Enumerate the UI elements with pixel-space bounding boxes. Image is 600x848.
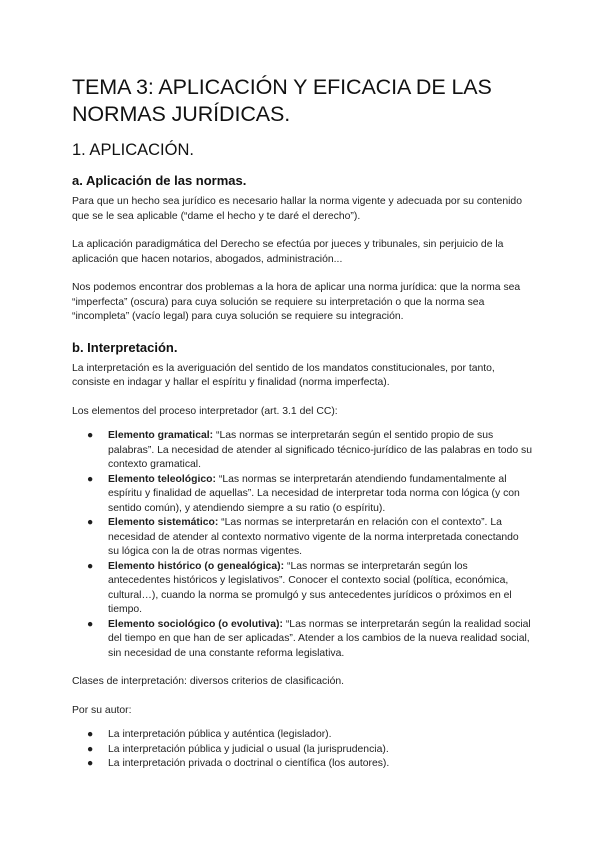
interpretation-elements-list [72,429,532,661]
paragraph: Nos podemos encontrar dos problemas a la hora de aplicar una norma jurídica: que la norma sea “imperfecta” (oscura) para cuya solución se requiere su interpretación o que la norma sea “incompleta” (vacío legal) para cuya solución se requiere su integración. [72,282,521,322]
bullet-icon: ● [87,729,94,740]
bullet-icon: ● [87,430,94,441]
bullet-icon: ● [87,618,94,630]
list-item-text: La interpretación pública y auténtica (legislador). [108,729,332,740]
list-item [72,618,532,662]
element-term: Elemento sociológico (o evolutiva): [108,618,283,630]
paragraph: Para que un hecho sea jurídico es necesario hallar la norma vigente y adecuada por su contenido que se le sea aplicable (“dame el hecho y te daré el derecho”). [72,196,522,222]
element-term: Elemento teleológico: [108,473,216,485]
element-text: “Las normas se interpretarán atendiendo fundamentalmente al espíritu y finalidad de aquellas”. La necesidad de interpretar toda norma con lógica (y con sentido común), y atendiendo siempre a su ratio (o espíritu). [108,473,520,514]
list-item [72,757,532,772]
subsection-heading-aplicacion-normas: a. Aplicación de las normas. [72,173,247,188]
paragraph: Los elementos del proceso interpretador (art. 3.1 del CC): [72,405,338,417]
list-item [72,473,532,517]
subsection-heading-interpretacion: b. Interpretación. [72,339,178,355]
list-item [72,743,532,758]
element-text: “Las normas se interpretarán según el sentido propio de sus palabras”. La necesidad de atender al significado técnico-jurídico de las palabras en todo su contexto gramatical. [108,430,532,470]
element-text: “Las normas se interpretarán según la realidad social del tiempo en que han de ser aplicadas”. Atender a los cambios de la nueva realidad social, sin necesidad de una constante reforma legislativa. [108,618,531,659]
bullet-icon: ● [87,758,94,769]
element-text: “Las normas se interpretarán en relación con el contexto”. La necesidad de atender al contexto normativo vigente de la norma interpretada conectando su lógica con la de otras normas vigentes. [108,517,519,557]
list-item-text: La interpretación pública y judicial o usual (la jurisprudencia). [108,743,389,755]
element-term: Elemento sistemático: [108,517,219,528]
bullet-icon: ● [87,517,94,528]
element-term: Elemento histórico (o genealógica): [108,560,285,572]
paragraph: La interpretación es la averiguación del sentido de los mandatos constitucionales, por tanto, consiste en indagar y hallar el espíritu y finalidad (norma imperfecta). [72,362,495,388]
author-classification-list [72,728,532,772]
bullet-icon: ● [87,473,94,485]
list-item [72,429,532,473]
list-item [72,516,532,560]
element-term: Elemento gramatical: [108,430,214,441]
section-heading-aplicacion: 1. APLICACIÓN. [72,141,194,159]
paragraph: Por su autor: [72,704,132,716]
element-text: “Las normas se interpretarán según los antecedentes históricos y legislativos”. Conocer el contexto social (política, económica, cultural…), cuando la norma se promulgó y sus antecedentes jurídicos o próximos en el tiempo. [108,560,512,615]
list-item [72,728,532,743]
document-page [72,74,532,772]
bullet-icon: ● [87,743,94,755]
bullet-icon: ● [87,560,94,572]
paragraph: Clases de interpretación: diversos criterios de clasificación. [72,676,345,687]
list-item-text: La interpretación privada o doctrinal o científica (los autores). [108,758,390,769]
list-item [72,560,532,618]
paragraph: La aplicación paradigmática del Derecho se efectúa por jueces y tribunales, sin perjuicio de la aplicación que hacen notarios, abogados, administración... [72,239,504,265]
document-title: TEMA 3: APLICACIÓN Y EFICACIA DE LAS NORMAS JURÍDICAS. [72,75,492,126]
